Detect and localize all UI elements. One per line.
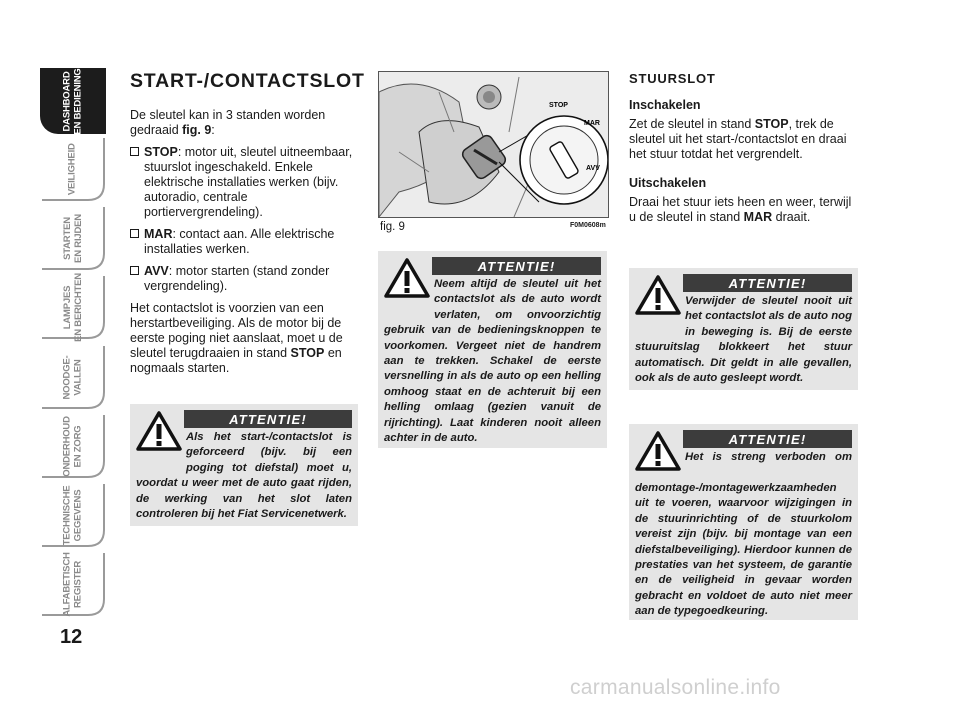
- paragraph-text: , trek de sleutel uit het start-/contactslot en draai het stuur totdat het vergrendelt.: [629, 117, 847, 161]
- tab-lampjes[interactable]: [40, 274, 106, 340]
- checkbox-bullet-icon: [130, 229, 139, 238]
- paragraph-text: Draai het stuur iets heen en weer, terwijl u de sleutel in stand: [629, 195, 852, 224]
- tab-label: TECHNISCHE GEGEVENS: [61, 485, 83, 545]
- list-item: [130, 264, 358, 294]
- paragraph-text: en nogmaals starten.: [130, 346, 342, 375]
- checkbox-bullet-icon: [130, 266, 139, 275]
- restart-paragraph: [130, 301, 358, 376]
- warning-box: [629, 268, 858, 390]
- warning-body: Verwijder de sleutel nooit uit het contactslot als de auto nog in beweging is. Bij de eerste stuuruitslag blokkeert het stuur automatisch. Dit geldt in alle gevallen, ook als de auto gesleept wordt.: [635, 295, 852, 385]
- warning-header: ATTENTIE!: [683, 430, 852, 448]
- unlock-paragraph: [629, 195, 857, 225]
- position-description: : contact aan. Alle elektrische installaties werken.: [144, 227, 335, 256]
- dial-label-avv: AVV: [586, 165, 600, 172]
- ignition-figure: [378, 71, 609, 218]
- paragraph-text: Zet de sleutel in stand: [629, 117, 755, 131]
- tab-veiligheid[interactable]: [40, 136, 106, 202]
- position-key: STOP: [290, 346, 325, 360]
- warning-body: Het is streng verboden om demontage-/montagewerkzaamheden uit te voeren, waarvoor wijzigingen in de stuurinrichting of de stuurkolom vereist zijn (bijv. bij montage van een diefstalbeveiliging). Hierdoor kunnen de prestaties van het systeem, de garantie en de veiligheid in gevaar worden gebracht en voldoet de auto niet meer aan de typegoedkeuring.: [635, 451, 852, 618]
- position-key: STOP: [144, 145, 178, 159]
- list-item: [130, 227, 358, 257]
- intro-text: De sleutel kan in 3 standen worden gedraaid: [130, 108, 326, 137]
- ignition-illustration: [379, 72, 608, 217]
- tab-label: STARTEN EN RIJDEN: [61, 213, 83, 263]
- position-key: MAR: [144, 227, 173, 241]
- position-key: STOP: [754, 117, 789, 131]
- tab-label: LAMPJES EN BERICHTEN: [61, 272, 84, 342]
- subheading: Inschakelen: [629, 98, 701, 112]
- tab-noodgevallen[interactable]: [40, 344, 106, 410]
- dial-label-stop: STOP: [549, 102, 568, 109]
- warning-text: [635, 450, 852, 620]
- warning-header: ATTENTIE!: [184, 410, 352, 428]
- tab-label: DASHBOARD EN BEDIENING: [61, 67, 84, 135]
- tab-label: VEILIGHEID: [66, 143, 78, 195]
- tab-label: ALFABETISCH REGISTER: [61, 551, 83, 617]
- warning-text: [635, 294, 852, 386]
- tab-starten[interactable]: [40, 205, 106, 271]
- steering-lock-section: [629, 71, 857, 239]
- warning-body: Als het start-/contactslot is geforceerd (bijv. bij een poging tot diefstal) moet u, voordat u weer met de auto gaat rijden, de werking van het slot laten controleren bij het Fiat Servicenetwerk.: [136, 431, 352, 521]
- tab-dashboard[interactable]: [40, 68, 106, 134]
- section-title: STUURSLOT: [629, 71, 716, 86]
- page-number: 12: [60, 626, 83, 648]
- intro-end: :: [211, 123, 215, 137]
- tab-label: ONDERHOUD EN ZORG: [61, 415, 83, 477]
- figure-caption: fig. 9: [380, 221, 405, 233]
- intro-paragraph: [130, 108, 358, 138]
- tab-technische[interactable]: [40, 482, 106, 548]
- watermark: carmanualsonline.info: [570, 676, 781, 699]
- paragraph-text: Het contactslot is voorzien van een herstartbeveiliging. Als de motor bij de eerste poging niet aanslaat, moet u de sleutel terugdraaien in stand: [130, 301, 343, 360]
- warning-box: [629, 424, 858, 620]
- figure-reference[interactable]: fig. 9: [182, 123, 212, 137]
- warning-header: ATTENTIE!: [432, 257, 601, 275]
- position-key: MAR: [743, 210, 773, 224]
- tab-onderhoud[interactable]: [40, 413, 106, 479]
- warning-text: [384, 277, 601, 446]
- section-title: START-/CONTACTSLOT: [130, 70, 365, 92]
- dial-label-mar: MAR: [584, 120, 600, 127]
- position-key: AVV: [144, 264, 169, 278]
- warning-header: ATTENTIE!: [683, 274, 852, 292]
- warning-body: Neem altijd de sleutel uit het contactslot als de auto wordt verlaten, om onvoorzichtig gebruik van de bedieningsknoppen te voorkomen. Vergeet niet de handrem aan te trekken. Schakel de eerste versnelling in als de auto op een helling omhoog staat en de achteruit bij een helling omlaag (gezien vanuit de rijrichting). Laat kinderen nooit alleen achter in de auto.: [384, 278, 601, 445]
- position-description: : motor starten (stand zonder vergrendeling).: [144, 264, 330, 293]
- subheading: Uitschakelen: [629, 176, 707, 190]
- list-item: [130, 145, 358, 220]
- position-description: : motor uit, sleutel uitneembaar, stuurslot ingeschakeld. Enkele elektrische installaties werken (bijv. autoradio, centrale portiervergrendeling).: [144, 145, 353, 219]
- lock-paragraph: [629, 117, 857, 162]
- tab-register[interactable]: [40, 551, 106, 617]
- warning-text: [136, 430, 352, 522]
- figure-code: F0M0608m: [570, 222, 606, 229]
- tab-label: NOODGE- VALLEN: [61, 355, 83, 399]
- checkbox-bullet-icon: [130, 147, 139, 156]
- warning-box: [130, 404, 358, 526]
- warning-box: [378, 251, 607, 448]
- paragraph-text: draait.: [772, 210, 811, 224]
- ignition-text: [130, 108, 358, 383]
